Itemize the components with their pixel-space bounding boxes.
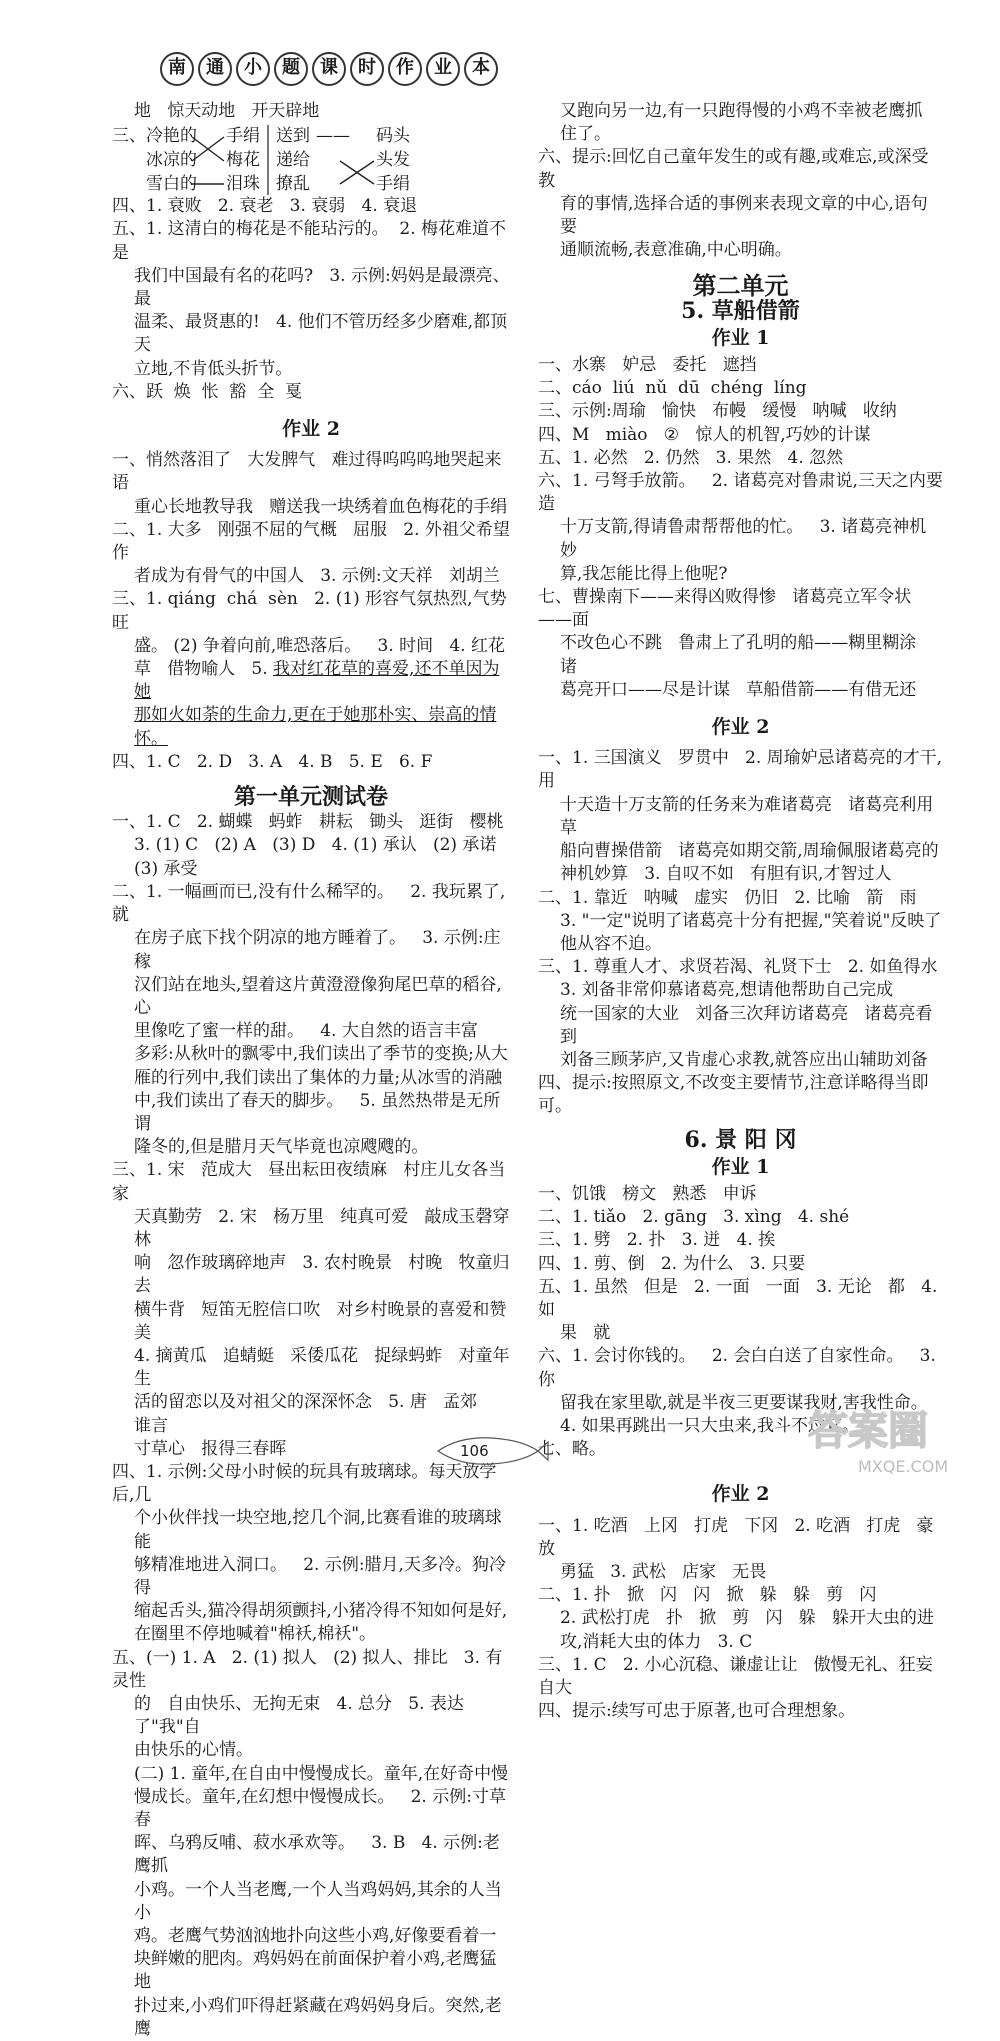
answer-line: 三、1. qiáng chá sèn 2. (1) 形容气氛热烈,气势旺 [112, 589, 507, 633]
answer-line: 六、提示:回忆自己童年发生的或有趣,或难忘,或深受教 [538, 147, 929, 191]
match-verb-item: 送到 [276, 126, 310, 147]
answer-line: 七、曹操南下——来得凶败得惨 诸葛亮立军令状——面 [538, 587, 912, 631]
answer-line: 十天造十万支箭的任务来为难诸葛亮 诸葛亮利用草 [560, 794, 934, 838]
answer-line: 二、cáo liú nǔ dū chéng líng [538, 378, 807, 399]
answer-line: 算,我怎能比得上他呢? [560, 563, 728, 584]
answer-line: 温柔、最贤惠的! 4. 他们不管历经多少磨难,都顶天 [134, 312, 508, 356]
answer-line: 重心长地教导我 赠送我一块绣着血色梅花的手绢 [134, 496, 508, 517]
answer-line: 三、1. C 2. 小心沉稳、谦虚让让 傲慢无礼、狂妄自大 [538, 1654, 933, 1698]
answer-line: 五、1. 这清白的梅花是不能玷污的。 2. 梅花难道不是 [112, 219, 507, 263]
page-number-ornament [430, 1432, 550, 1470]
homework-heading: 作业 2 [711, 1483, 770, 1506]
answer-line: 五、1. 必然 2. 仍然 3. 果然 4. 忽然 [538, 447, 844, 468]
answer-line: 汉们站在地头,望着这片黄澄澄像狗尾巴草的稻谷,心 [134, 974, 502, 1018]
answer-line: 活的留恋以及对祖父的深深怀念 5. 唐 孟郊 谁言 [134, 1392, 494, 1436]
underlined-answer: 那如火如荼的生命力,更在于她那朴实、崇高的情怀。 [134, 705, 497, 749]
answer-line: 由快乐的心情。 [134, 1740, 253, 1761]
answer-line: 四、M miào ② 惊人的机智,巧妙的计谋 [538, 424, 871, 445]
answer-text: 草 借物喻人 5. [134, 659, 274, 680]
svg-text:MXQE.COM: MXQE.COM [858, 1457, 949, 1476]
answer-line: 三、示例:周瑜 愉快 布幔 缓慢 呐喊 收纳 [538, 401, 897, 422]
answer-line: 三、1. 尊重人才、求贤若渴、礼贤下士 2. 如鱼得水 [538, 957, 938, 978]
answer-line: 刘备三顾茅庐,又肯虚心求教,就答应出山辅助刘备 [560, 1049, 928, 1070]
answer-line: 在圈里不停地喊着"棉袄,棉袄"。 [134, 1624, 377, 1645]
answer-line: 4. 摘黄瓜 追蜻蜓 采倭瓜花 捉绿蚂蚱 对童年生 [134, 1345, 510, 1390]
answer-line: 他从容不迫。 [560, 933, 662, 954]
title-char: 南 [160, 52, 194, 86]
unit-test-heading: 第一单元测试卷 [233, 784, 388, 811]
answer-line: 果 就 [560, 1323, 611, 1344]
answer-line: 船向曹操借箭 诸葛亮如期交箭,周瑜佩服诸葛亮的 [560, 841, 939, 862]
book-series-title [160, 52, 498, 86]
answer-line: 葛亮开口——尽是计谋 草船借箭——有借无还 [560, 679, 917, 700]
match-prefix: 三、 [112, 126, 146, 147]
answer-line: 立地,不肯低头折节。 [134, 358, 293, 379]
answer-line: 五、(一) 1. A 2. (1) 拟人 (2) 拟人、排比 3. 有灵性 [112, 1647, 503, 1691]
answer-line: 二、1. 扑 掀 闪 闪 掀 躲 躲 剪 闪 [538, 1585, 877, 1606]
answer-line: 四、提示:按照原文,不改变主要情节,注意详略得当即可。 [538, 1073, 929, 1117]
answer-line: 一、1. C 2. 蝴蝶 蚂蚱 耕耘 锄头 逛街 樱桃 [112, 812, 504, 833]
watermark-logo [798, 1400, 988, 1480]
match-dash: —— [316, 126, 350, 147]
answer-line: 横牛背 短笛无腔信口吹 对乡村晚景的喜爱和赞美 [134, 1299, 507, 1343]
answer-line: 我们中国最有名的花吗? 3. 示例:妈妈是最漂亮、最 [134, 265, 510, 310]
answer-line: 一、悄然落泪了 大发脾气 难过得呜呜呜地哭起来 语 [112, 450, 518, 494]
answer-line: 慢成长。童年,在幻想中慢慢成长。 2. 示例:寸草春 [134, 1786, 506, 1831]
answer-line: 三、1. 宋 范成大 昼出耘田夜绩麻 村庄儿女各当家 [112, 1160, 506, 1204]
answer-line: 不改色心不跳 鲁肃上了孔明的船——糊里糊涂 诸 [560, 633, 933, 677]
answer-line: 里像吃了蜜一样的甜。 4. 大自然的语言丰富 [134, 1021, 478, 1042]
answer-line: 在房子底下找个阴凉的地方睡着了。 3. 示例:庄稼 [134, 928, 501, 972]
answer-line: 四、1. 剪、倒 2. 为什么 3. 只要 [538, 1253, 806, 1274]
answer-line: 的 自由快乐、无拘无束 4. 总分 5. 表达了"我"自 [134, 1694, 464, 1738]
underlined-answer: 我对红花草的喜爱,还不单因为她 [134, 659, 500, 703]
answer-line: 攻,消耗大虫的体力 3. C [560, 1631, 753, 1652]
left-column [112, 100, 518, 2041]
title-char: 本 [464, 52, 498, 86]
answer-line: 住了。 [560, 124, 611, 145]
answer-line: 三、1. 劈 2. 扑 3. 迸 4. 挨 [538, 1230, 776, 1251]
homework-heading: 作业 1 [711, 1155, 770, 1178]
answer-line: 者成为有骨气的中国人 3. 示例:文天祥 刘胡兰 [134, 566, 500, 587]
match-left-item: 雪白的 [146, 174, 197, 195]
title-char: 题 [274, 52, 308, 86]
match-verb-item: 递给 [276, 150, 310, 171]
title-char: 时 [350, 52, 384, 86]
answer-line: 一、水寨 妒忌 委托 遮挡 [538, 355, 757, 376]
lesson-heading: 5. 草船借箭 [681, 297, 800, 324]
answer-line: 勇猛 3. 武松 店家 无畏 [560, 1561, 767, 1582]
answer-line: 神机妙算 3. 自叹不如 有胆有识,才智过人 [560, 864, 892, 885]
answer-line: 够精准地进入洞口。 2. 示例:腊月,天多冷。狗冷得 [134, 1554, 506, 1598]
answer-line: 盛。 (2) 争着向前,唯恐落后。 3. 时间 4. 红花 [134, 635, 505, 656]
title-char: 作 [388, 52, 422, 86]
answer-line: (二) 1. 童年,在自由中慢慢成长。童年,在好奇中慢 [134, 1763, 509, 1784]
match-right-item: 码头 [376, 126, 410, 147]
answer-line: 多彩:从秋叶的飘零中,我们读出了季节的变换;从大 [134, 1044, 508, 1065]
homework-heading: 作业 2 [282, 418, 340, 441]
title-char: 课 [312, 52, 346, 86]
match-left-item: 冰凉的 [146, 150, 197, 171]
answer-line: 十万支箭,得请鲁肃帮帮他的忙。 3. 诸葛亮神机妙 [560, 517, 927, 561]
answer-line [112, 658, 510, 704]
homework-heading: 作业 1 [711, 326, 770, 349]
match-left-item: 冷艳的 [146, 126, 197, 147]
answer-line: 块鲜嫩的肥肉。鸡妈妈在前面保护着小鸡,老鹰猛地 [134, 1949, 497, 1993]
page-number: 106 [460, 1442, 489, 1460]
watermark-graphic [798, 1400, 988, 1480]
answer-line [112, 704, 510, 750]
answer-line: 小鸡。一个人当老鹰,一个人当鸡妈妈,其余的人当小 [134, 1879, 502, 1923]
answer-line: 扑过来,小鸡们吓得赶紧藏在鸡妈妈身后。突然,老鹰 [134, 1995, 502, 2039]
match-mid-item: 手绢 [226, 126, 260, 147]
answer-line: 3. (1) C (2) A (3) D 4. (1) 承认 (2) 承诺 [134, 835, 497, 856]
answer-line: 响 忽作玻璃碎地声 3. 农村晚景 村晚 牧童归去 [134, 1253, 510, 1297]
answer-line: 鸡。老鹰气势汹汹地扑向这些小鸡,好像要看着一 [134, 1926, 497, 1947]
match-right-item: 头发 [376, 150, 410, 171]
answer-line: 晖、乌鸦反哺、菽水承欢等。 3. B 4. 示例:老鹰抓 [134, 1833, 500, 1877]
answer-line: 地 惊天动地 开天辟地 [134, 101, 320, 121]
answer-line: 四、1. C 2. D 3. A 4. B 5. E 6. F [112, 751, 433, 772]
answer-line: 个小伙伴找一块空地,挖几个洞,比赛看谁的玻璃球能 [134, 1508, 502, 1552]
lesson-heading: 6. 景 阳 冈 [684, 1126, 797, 1153]
answer-line: 隆冬的,但是腊月天气毕竟也凉飕飕的。 [134, 1137, 429, 1158]
answer-line: 七、略。 [538, 1439, 606, 1460]
fish-icon [430, 1432, 550, 1470]
answer-line: 四、1. 示例:父母小时候的玩具有玻璃球。每天放学后,几 [112, 1461, 497, 1506]
answer-line: 留我在家里歇,就是半夜三更要谋我财,害我性命。 [560, 1392, 928, 1413]
answer-line: 通顺流畅,表意准确,中心明确。 [560, 240, 792, 261]
answer-line: 2. 武松打虎 扑 掀 剪 闪 躲 躲开大虫的进 [560, 1608, 934, 1629]
title-char: 小 [236, 52, 270, 86]
answer-line: 3. "一定"说明了诸葛亮十分有把握,"笑着说"反映了 [560, 910, 942, 931]
answer-line: 又跑向另一边,有一只跑得慢的小鸡不幸被老鹰抓 [560, 101, 923, 121]
unit-heading: 第二单元 [692, 271, 789, 301]
answer-line: 缩起舌头,猫冷得胡须颤抖,小猪冷得不知如何是好, [134, 1601, 508, 1622]
answer-line: 3. 刘备非常仰慕诸葛亮,想请他帮助自己完成 [560, 980, 894, 1001]
answer-line: 育的事情,选择合适的事例来表现文章的中心,语句要 [560, 193, 928, 238]
answer-line: 六、跃 焕 怅 豁 全 戛 [112, 381, 303, 402]
answer-line: 六、1. 会讨你钱的。 2. 会白白送了自家性命。 3. 你 [538, 1346, 942, 1390]
svg-text:答案圈: 答案圈 [808, 1408, 928, 1454]
title-char: 通 [198, 52, 232, 86]
answer-line: 五、1. 虽然 但是 2. 一面 一面 3. 无论 都 4. 如 [538, 1276, 943, 1320]
answer-line: 一、1. 吃酒 上冈 打虎 下冈 2. 吃酒 打虎 豪放 [538, 1515, 934, 1559]
homework-heading: 作业 2 [711, 716, 770, 739]
answer-line: 4. 如果再跳出一只大虫来,我斗不过它。 [560, 1415, 860, 1436]
matching-exercise [112, 123, 510, 195]
answer-line: 统一国家的大业 刘备三次拜访诸葛亮 诸葛亮看到 [560, 1003, 933, 1047]
answer-line: 四、1. 衰败 2. 衰老 3. 衰弱 4. 衰退 [112, 196, 418, 217]
answer-line: 寸草心 报得三春晖 [134, 1438, 287, 1459]
answer-line: 二、1. 一幅画而已,没有什么稀罕的。 2. 我玩累了,就 [112, 881, 506, 926]
match-right-item: 手绢 [376, 174, 410, 195]
answer-line: 二、1. 靠近 呐喊 虚实 仍旧 2. 比喻 箭 雨 [538, 887, 917, 908]
match-verb-item: 撩乱 [276, 174, 310, 195]
match-mid-item: 梅花 [226, 150, 260, 171]
answer-line: (3) 承受 [134, 858, 198, 879]
answer-line: 天真勤劳 2. 宋 杨万里 纯真可爱 敲成玉磬穿林 [134, 1206, 510, 1250]
answer-line: 一、1. 三国演义 罗贯中 2. 周瑜妒忌诸葛亮的才干,用 [538, 748, 943, 792]
answer-line: 六、1. 弓弩手放箭。 2. 诸葛亮对鲁肃说,三天之内要造 [538, 471, 943, 515]
answer-line: 四、提示:续写可忠于原著,也可合理想象。 [538, 1701, 856, 1722]
answer-line: 中,我们读出了春天的脚步。 5. 虽然热带是无所谓 [134, 1090, 501, 1134]
answer-line: 雁的行列中,我们读出了集体的力量;从冰雪的消融 [134, 1067, 503, 1088]
answer-line: 二、1. 大多 刚强不屈的气概 屈服 2. 外祖父希望作 [112, 519, 510, 564]
match-mid-item: 泪珠 [226, 174, 260, 195]
answer-line: 二、1. tiǎo 2. gāng 3. xìng 4. shé [538, 1207, 850, 1228]
answer-line: 一、饥饿 榜文 熟悉 申诉 [538, 1183, 757, 1204]
title-char: 业 [426, 52, 460, 86]
